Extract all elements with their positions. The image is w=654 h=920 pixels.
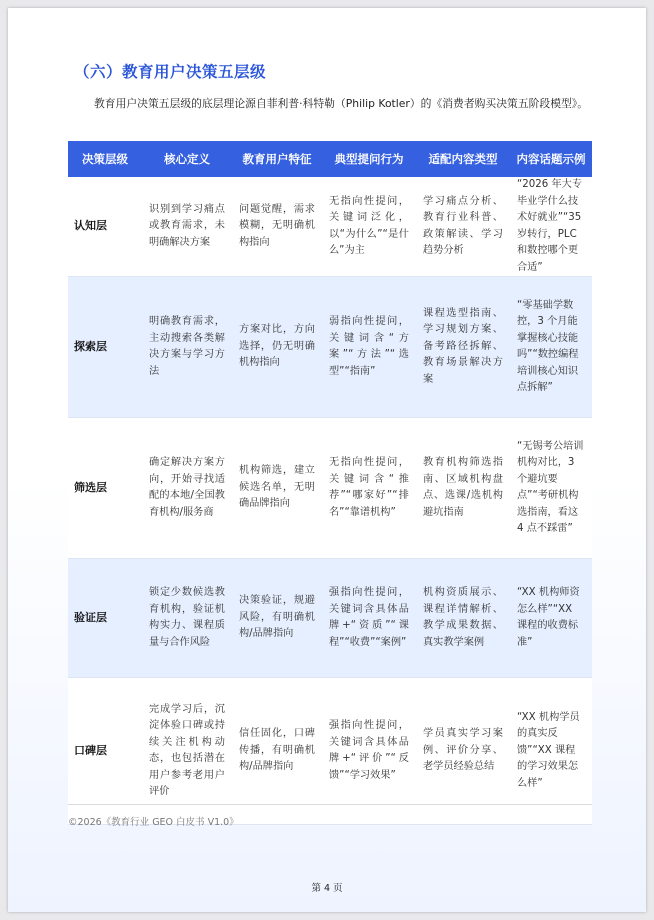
definition-cell: 锁定少数候选教育机构，验证机构实力、课程质量与合作风险 xyxy=(142,559,232,678)
table-row xyxy=(68,678,592,825)
header-cell: 内容话题示例 xyxy=(510,141,592,177)
level-cell: 认知层 xyxy=(68,177,142,277)
topic-example-cell: “XX 机构师资怎么样”“XX 课程的收费标准” xyxy=(510,559,592,678)
header-cell: 决策层级 xyxy=(68,141,142,177)
document-page xyxy=(8,8,646,912)
page-number: 第 4 页 xyxy=(311,883,343,894)
table-row xyxy=(68,559,592,678)
feature-cell: 机构筛选，建立候选名单，无明确品牌指向 xyxy=(232,418,322,559)
definition-cell: 完成学习后，沉淀体验口碑或持续关注机构动态，也包括潜在用户参考老用户评价 xyxy=(142,678,232,825)
definition-cell: 明确教育需求，主动搜索各类解决方案与学习方法 xyxy=(142,277,232,418)
definition-cell: 确定解决方案方向，开始寻找适配的本地/全国教育机构/服务商 xyxy=(142,418,232,559)
question-behavior-cell: 无指向性提问，关键词含“推荐”“哪家好”“排名”“靠谱机构” xyxy=(322,418,416,559)
feature-cell: 信任固化，口碑传播，有明确机构/品牌指向 xyxy=(232,678,322,825)
header-cell: 教育用户特征 xyxy=(232,141,322,177)
feature-cell: 方案对比，方向选择，仍无明确机构指向 xyxy=(232,277,322,418)
question-behavior-cell: 强指向性提问，关键词含具体品牌+“评价”“反馈”“学习效果” xyxy=(322,678,416,825)
section-title: （六）教育用户决策五层级 xyxy=(74,63,267,81)
content-type-cell: 教育机构筛选指南、区域机构盘点、选课/选机构避坑指南 xyxy=(416,418,510,559)
table-row xyxy=(68,277,592,418)
decision-levels-table xyxy=(68,141,592,825)
question-behavior-cell: 弱指向性提问，关键词含“方案”“方法”“选型”“指南” xyxy=(322,277,416,418)
table-row xyxy=(68,418,592,559)
copyright-text: ©2026《教育行业 GEO 白皮书 V1.0》 xyxy=(68,817,239,828)
feature-cell: 问题觉醒，需求模糊，无明确机构指向 xyxy=(232,177,322,277)
definition-cell: 识别到学习痛点或教育需求，未明确解决方案 xyxy=(142,177,232,277)
topic-example-cell: “零基础学数控，3 个月能掌握核心技能吗”“数控编程培训核心知识点拆解” xyxy=(510,277,592,418)
table-row xyxy=(68,177,592,277)
level-cell: 探索层 xyxy=(68,277,142,418)
intro-paragraph: 教育用户决策五层级的底层理论源自菲利普·科特勒（Philip Kotler）的《消费者购买决策五阶段模型》。 xyxy=(94,97,589,110)
table-header-row xyxy=(68,141,592,177)
level-cell: 口碑层 xyxy=(68,678,142,825)
level-cell: 筛选层 xyxy=(68,418,142,559)
feature-cell: 决策验证，规避风险，有明确机构/品牌指向 xyxy=(232,559,322,678)
footer-divider xyxy=(68,804,592,805)
topic-example-cell: “XX 机构学员的真实反馈”“XX 课程的学习效果怎么样” xyxy=(510,678,592,825)
topic-example-cell: “2026 年大专毕业学什么技术好就业”“35 岁转行，PLC 和数控哪个更合适” xyxy=(510,177,592,277)
header-cell: 核心定义 xyxy=(142,141,232,177)
header-cell: 适配内容类型 xyxy=(416,141,510,177)
topic-example-cell: “无锡考公培训机构对比，3 个避坑要点”“考研机构选指南，看这 4 点不踩雷” xyxy=(510,418,592,559)
header-cell: 典型提问行为 xyxy=(322,141,416,177)
question-behavior-cell: 强指向性提问，关键词含具体品牌+“资质”“课程”“收费”“案例” xyxy=(322,559,416,678)
question-behavior-cell: 无指向性提问，关键词泛化，以“为什么”“是什么”为主 xyxy=(322,177,416,277)
content-type-cell: 学习痛点分析、教育行业科普、政策解读、学习趋势分析 xyxy=(416,177,510,277)
content-type-cell: 学员真实学习案例、评价分享、老学员经验总结 xyxy=(416,678,510,825)
level-cell: 验证层 xyxy=(68,559,142,678)
content-type-cell: 课程选型指南、学习规划方案、备考路径拆解、教育场景解决方案 xyxy=(416,277,510,418)
content-type-cell: 机构资质展示、课程详情解析、教学成果数据、真实教学案例 xyxy=(416,559,510,678)
